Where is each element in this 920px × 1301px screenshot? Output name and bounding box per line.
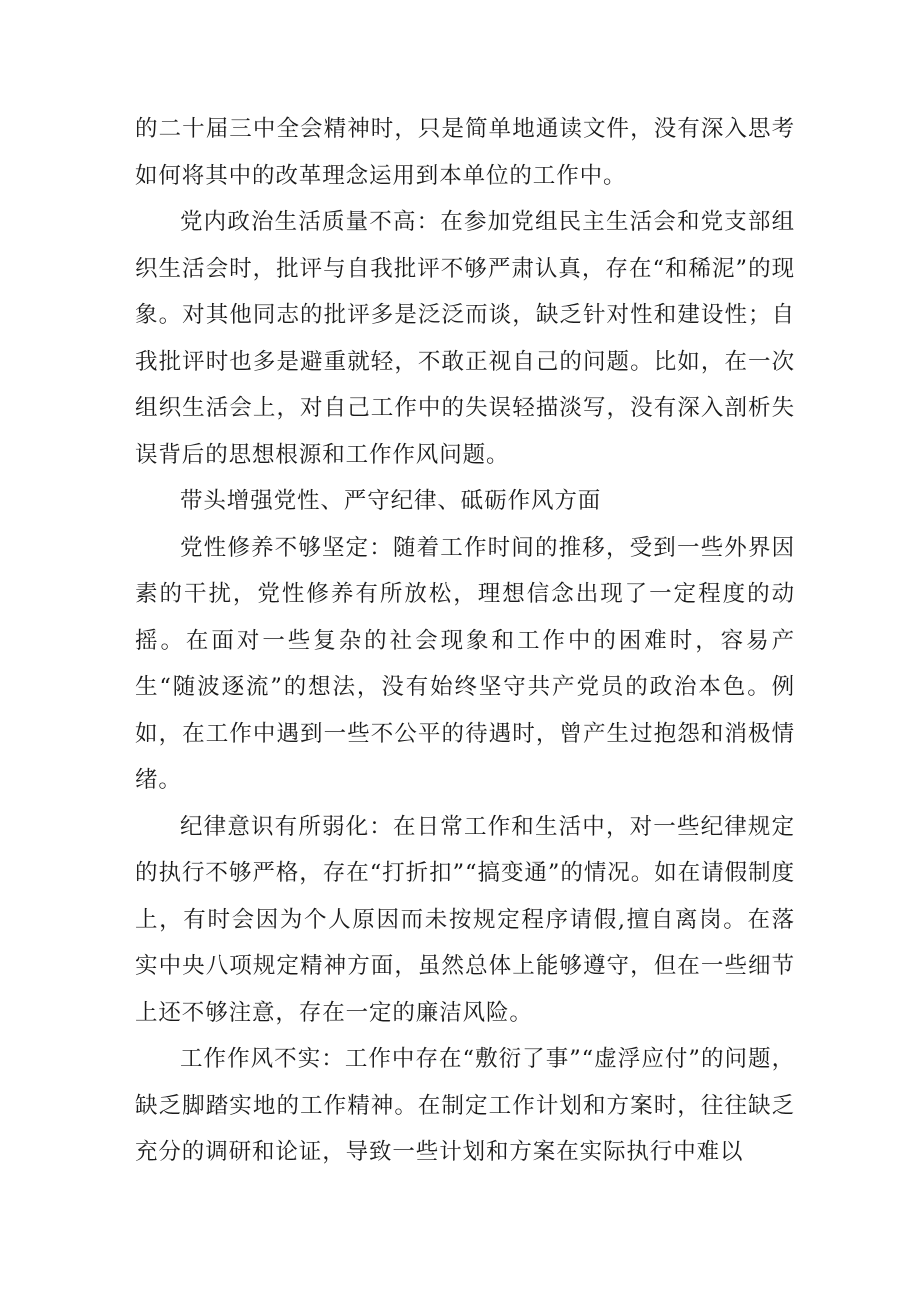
paragraph-work-style: 工作作风不实：工作中存在“敷衍了事”“虚浮应付”的问题，缺乏脚踏实地的工作精神。在制定工作计划和方案时，往往缺乏充分的调研和论证，导致一些计划和方案在实际执行中难以 bbox=[135, 1046, 795, 1165]
paragraph-continuation: 的二十届三中全会精神时，只是简单地通读文件，没有深入思考如何将其中的改革理念运用到本单位的工作中。 bbox=[135, 116, 795, 189]
paragraph-party-life-quality: 党内政治生活质量不高：在参加党组民主生活会和党支部组织生活会时，批评与自我批评不够严肃认真，存在“和稀泥”的现象。对其他同志的批评多是泛泛而谈，缺乏针对性和建设性；自我批评时也多是避重就轻，不敢正视自己的问题。比如，在一次组织生活会上，对自己工作中的失误轻描淡写，没有深入剖析失误背后的思想根源和工作作风问题。 bbox=[135, 209, 795, 468]
paragraph-discipline-awareness: 纪律意识有所弱化：在日常工作和生活中，对一些纪律规定的执行不够严格，存在“打折扣”“搞变通”的情况。如在请假制度上，有时会因为个人原因而未按规定程序请假,擅自离岗。在落实中央八项规定精神方面，虽然总体上能够遵守，但在一些细节上还不够注意，存在一定的廉洁风险。 bbox=[135, 813, 795, 1026]
document-body bbox=[135, 106, 795, 1176]
section-heading-party-spirit: 带头增强党性、严守纪律、砥砺作风方面 bbox=[180, 488, 602, 514]
paragraph-party-spirit-cultivation: 党性修养不够坚定：随着工作时间的推移，受到一些外界因素的干扰，党性修养有所放松，理想信念出现了一定程度的动摇。在面对一些复杂的社会现象和工作中的困难时，容易产生“随波逐流”的想法，没有始终坚守共产党员的政治本色。例如，在工作中遇到一些不公平的待遇时，曾产生过抱怨和消极情绪。 bbox=[135, 534, 795, 793]
